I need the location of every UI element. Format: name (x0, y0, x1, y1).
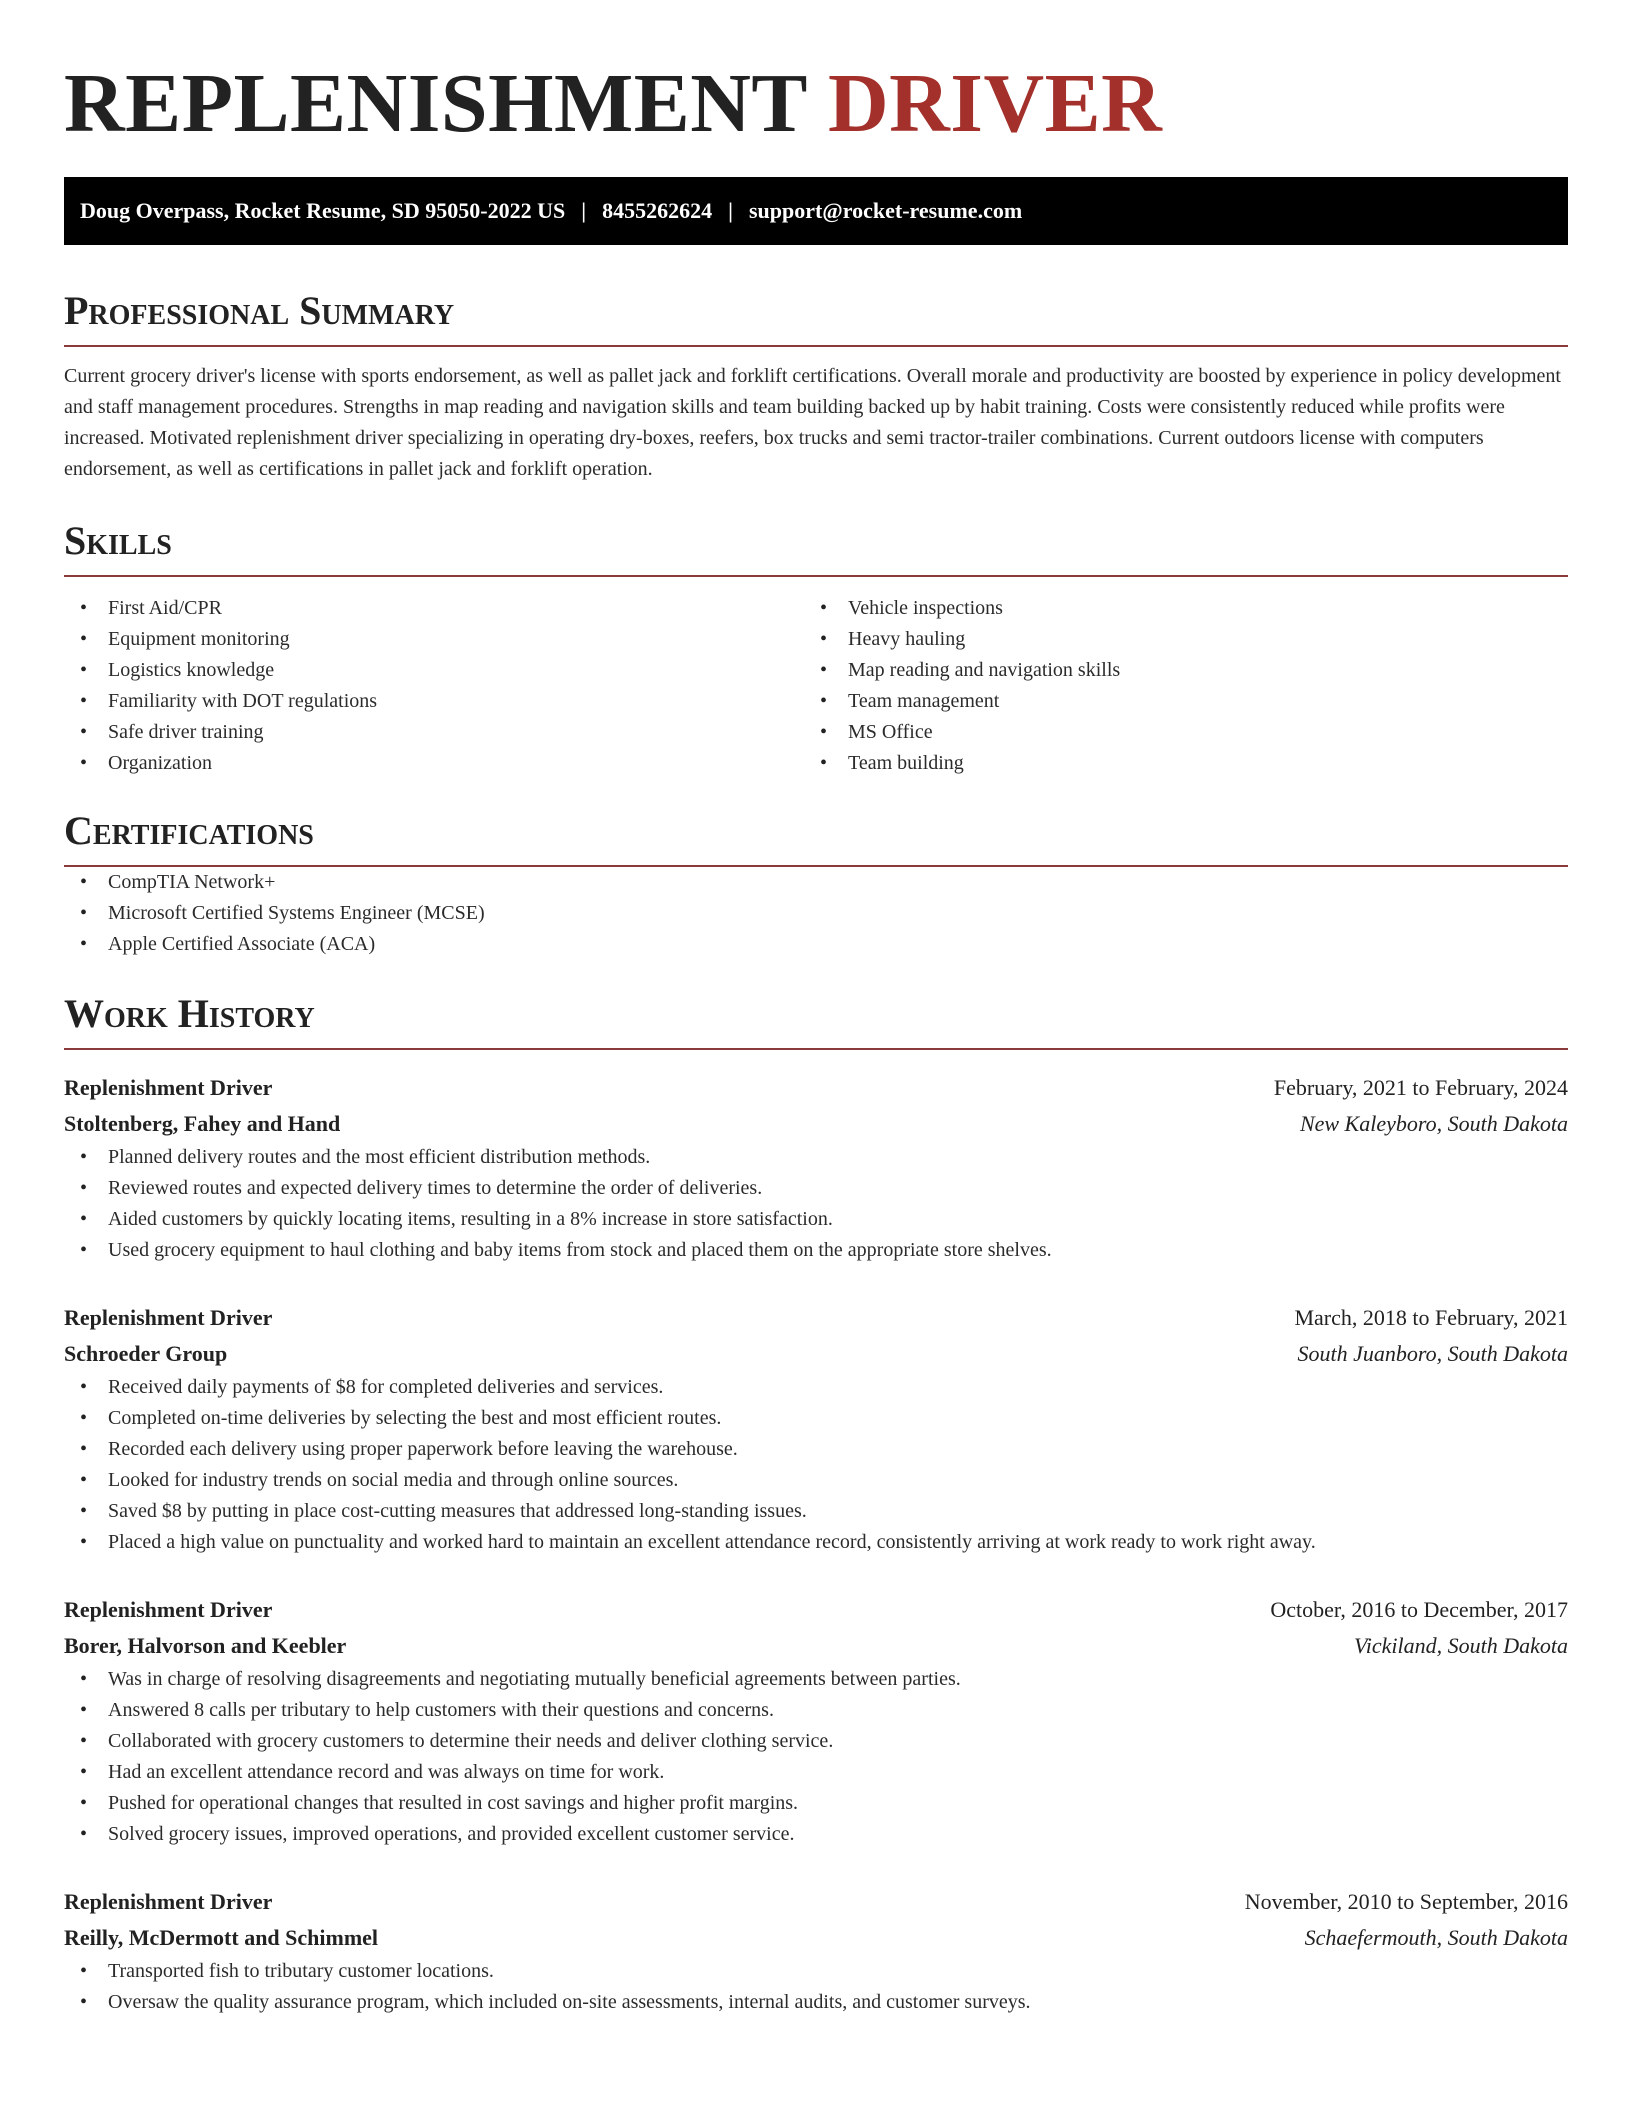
job-company-row (64, 1628, 1568, 1664)
job-title: Replenishment Driver (64, 1305, 273, 1330)
job-title-row (64, 1070, 1568, 1106)
job-duty-item: • Saved $8 by putting in place cost-cutting measures that addressed long-standing issues. (64, 1496, 1568, 1527)
job-title-row (64, 1592, 1568, 1628)
job-duties-list (64, 1664, 1568, 1850)
job-title-row (64, 1300, 1568, 1336)
job-duty-item: • Recorded each delivery using proper paperwork before leaving the warehouse. (64, 1434, 1568, 1465)
job-duty-item: • Placed a high value on punctuality and worked hard to maintain an excellent attendance record, consistently arriving at work ready to work right away. (64, 1527, 1568, 1558)
skills-grid (64, 593, 1568, 779)
job-company: Reilly, McDermott and Schimmel (64, 1925, 379, 1950)
job-title: Replenishment Driver (64, 1075, 273, 1100)
summary-section (64, 287, 1568, 485)
skills-heading: Skills (64, 517, 1568, 577)
job-location: Vickiland, South Dakota (1353, 1633, 1568, 1658)
job-duties-list (64, 1142, 1568, 1266)
contact-phone: 8455262624 (602, 198, 713, 223)
skill-item: • Team building (804, 748, 1544, 779)
skill-item: • Safe driver training (64, 717, 804, 748)
contact-email: support@rocket-resume.com (748, 198, 1023, 223)
job-duty-item: • Oversaw the quality assurance program, which included on-site assessments, internal audits, and customer surveys. (64, 1987, 1568, 2018)
job-duty-item: • Transported fish to tributary customer locations. (64, 1956, 1568, 1987)
contact-address: Doug Overpass, Rocket Resume, SD 95050-2022 US (80, 198, 566, 223)
job-duty-item: • Looked for industry trends on social media and through online sources. (64, 1465, 1568, 1496)
skills-list-left (64, 593, 804, 779)
job-company-row (64, 1920, 1568, 1956)
skill-item: • Familiarity with DOT regulations (64, 686, 804, 717)
job-duty-item: • Completed on-time deliveries by selecting the best and most efficient routes. (64, 1403, 1568, 1434)
certification-item: • Microsoft Certified Systems Engineer (MCSE) (64, 898, 1568, 929)
contact-bar (64, 177, 1568, 245)
job-dates: February, 2021 to February, 2024 (1273, 1075, 1568, 1100)
summary-text: Current grocery driver's license with sports endorsement, as well as pallet jack and forklift certifications. Overall morale and productivity are boosted by experience in policy development and staff management procedures. Strengths in map reading and navigation skills and team building backed up by habit training. Costs were consistently reduced while profits were increased. Motivated replenishment driver specializing in operating dry-boxes, reefers, box trucks and semi tractor-trailer combinations. Current outdoors license with computers endorsement, as well as certifications in pallet jack and forklift operation. (64, 365, 1561, 480)
job-duty-item: • Had an excellent attendance record and was always on time for work. (64, 1757, 1568, 1788)
job-duty-item: • Used grocery equipment to haul clothing and baby items from stock and placed them on the appropriate store shelves. (64, 1235, 1568, 1266)
job-company: Schroeder Group (64, 1341, 228, 1366)
certification-item: • CompTIA Network+ (64, 867, 1568, 898)
job-location: New Kaleyboro, South Dakota (1299, 1111, 1568, 1136)
job-entry (64, 1070, 1568, 1266)
work-history-section (64, 990, 1568, 2018)
skill-item: • Organization (64, 748, 804, 779)
skill-item: • Vehicle inspections (804, 593, 1544, 624)
job-duty-item: • Planned delivery routes and the most efficient distribution methods. (64, 1142, 1568, 1173)
skill-item: • Team management (804, 686, 1544, 717)
job-duty-item: • Received daily payments of $8 for completed deliveries and services. (64, 1372, 1568, 1403)
work-history-heading: Work History (64, 990, 1568, 1050)
certification-item: • Apple Certified Associate (ACA) (64, 929, 1568, 960)
job-entry (64, 1592, 1568, 1850)
job-duty-item: • Reviewed routes and expected delivery times to determine the order of deliveries. (64, 1173, 1568, 1204)
skill-item: • Logistics knowledge (64, 655, 804, 686)
contact-separator: | (581, 198, 587, 223)
job-company-row (64, 1336, 1568, 1372)
skill-item: • Equipment monitoring (64, 624, 804, 655)
skill-item: • Heavy hauling (804, 624, 1544, 655)
summary-heading: Professional Summary (64, 287, 1568, 347)
job-duty-item: • Solved grocery issues, improved operations, and provided excellent customer service. (64, 1819, 1568, 1850)
job-dates: November, 2010 to September, 2016 (1244, 1889, 1568, 1914)
job-duty-item: • Pushed for operational changes that resulted in cost savings and higher profit margins. (64, 1788, 1568, 1819)
skill-item: • MS Office (804, 717, 1544, 748)
job-duty-item: • Was in charge of resolving disagreements and negotiating mutually beneficial agreements between parties. (64, 1664, 1568, 1695)
job-company: Borer, Halvorson and Keebler (64, 1633, 347, 1658)
job-duties-list (64, 1372, 1568, 1558)
job-entry (64, 1300, 1568, 1558)
certifications-section (64, 807, 1568, 960)
job-title: Replenishment Driver (64, 1889, 273, 1914)
job-duty-item: • Aided customers by quickly locating items, resulting in a 8% increase in store satisfaction. (64, 1204, 1568, 1235)
title-main: REPLENISHMENT (64, 57, 807, 150)
jobs-list (64, 1070, 1568, 2018)
job-duty-item: • Collaborated with grocery customers to determine their needs and deliver clothing service. (64, 1726, 1568, 1757)
skills-list-right (804, 593, 1544, 779)
contact-separator: | (728, 198, 733, 223)
skills-section (64, 517, 1568, 779)
job-duty-item: • Answered 8 calls per tributary to help customers with their questions and concerns. (64, 1695, 1568, 1726)
job-dates: October, 2016 to December, 2017 (1270, 1597, 1568, 1622)
job-entry (64, 1884, 1568, 2018)
job-company: Stoltenberg, Fahey and Hand (64, 1111, 341, 1136)
job-location: Schaefermouth, South Dakota (1304, 1925, 1568, 1950)
job-company-row (64, 1106, 1568, 1142)
job-location: South Juanboro, South Dakota (1297, 1341, 1568, 1366)
job-title-row (64, 1884, 1568, 1920)
skill-item: • First Aid/CPR (64, 593, 804, 624)
job-title: Replenishment Driver (64, 1597, 273, 1622)
job-duties-list (64, 1956, 1568, 2018)
certifications-heading: Certifications (64, 807, 1568, 867)
title-accent: DRIVER (827, 57, 1163, 150)
job-dates: March, 2018 to February, 2021 (1294, 1305, 1568, 1330)
resume-title (64, 56, 1568, 152)
skill-item: • Map reading and navigation skills (804, 655, 1544, 686)
certifications-list (64, 867, 1568, 960)
